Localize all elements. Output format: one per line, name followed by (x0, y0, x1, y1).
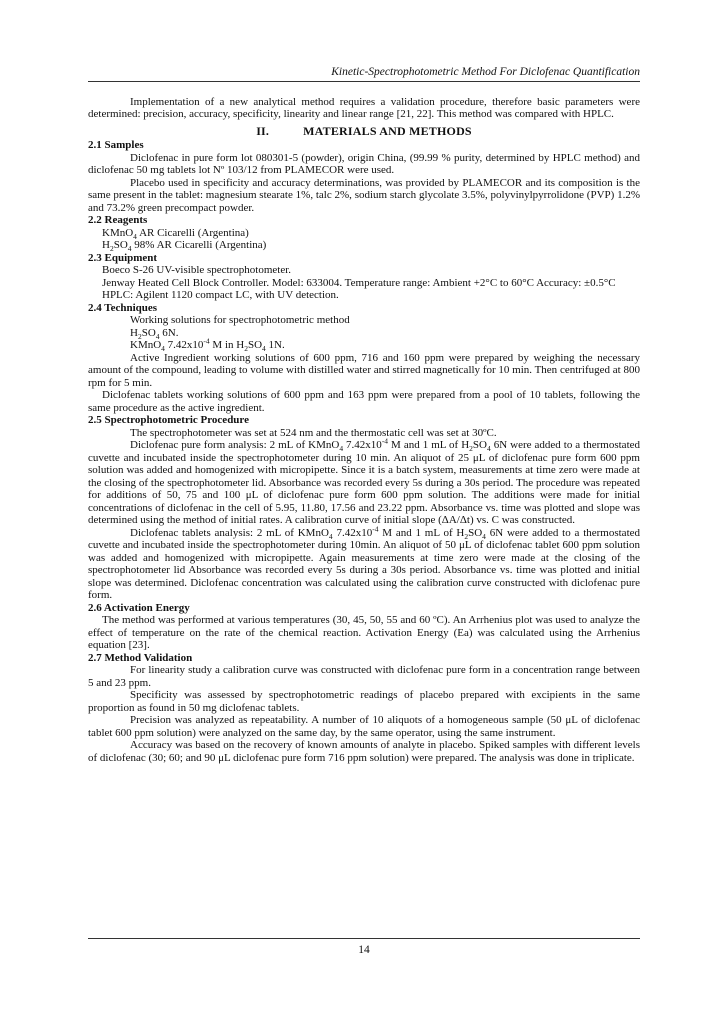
procedure-paragraph-2: Diclofenac pure form analysis: 2 mL of KMnO$_4$ $7.42x10^{-4}$ M and 1 mL of $H_2SO_4$ 6N were added to a thermostated cuvette and incubated inside the spectrophotometer during 10 min. An aliquot of 25 μL of diclofenac pure form 600 ppm solution was added and homogenized with micropipette. Since it is a batch system, measurements at time zero were made at the closing of the spectrophotometer lid. Absorbance was recorded every 5s during a 30s period. The procedure was repeated for additions of 50, 75 and 100 μL of diclofenac pure form 600 ppm solution. The additions were made for initial concentrations of diclofenac in the cell of 5.95, 11.80, 17.56 and 23.22 ppm. Absorbance vs. time was plotted and slope was determined using the method of initial rates. A calibration curve of initial slope (ΔA/Δt) vs. C was constructed. (88, 436, 641, 526)
technique-item-1: Working solutions for spectrophotometric method (130, 314, 350, 326)
activation-paragraph: The method was performed at various temperatures (30, 45, 50, 55 and 60 ºC). An Arrhenius plot was used to analyze the effect of temperature on the rate of the chemical reaction. Activation Energy (Ea) was calculated using the Arrhenius equation [23]. (88, 614, 640, 651)
validation-paragraph-3: Precision was analyzed as repeatability. A number of 10 aliquots of a homogeneous sample (50 μL of diclofenac tablet 600 ppm solution) were analyzed on the same day, by the same operator, using the same instrument. (88, 714, 640, 739)
equipment-item-1: Boeco S-26 UV-visible spectrophotometer. (102, 264, 292, 276)
reagents-heading: 2.2 Reagents (88, 214, 148, 226)
equipment-item-2: Jenway Heated Cell Block Controller. Model: 633004. Temperature range: Ambient +2°C to 60°C Accuracy: ±0.5°C (102, 276, 616, 289)
technique-item-2: $H_2SO_4$ 6N. (130, 326, 179, 341)
page-footer (88, 938, 640, 956)
techniques-heading: 2.4 Techniques (88, 301, 158, 314)
validation-heading: 2.7 Method Validation (88, 651, 193, 664)
samples-paragraph-1: Diclofenac in pure form lot 080301-5 (powder), origin China, (99.99 % purity, determined by HPLC method) and diclofenac 50 mg tablets lot Nº 103/12 from PLAMECOR were used. (88, 151, 640, 176)
samples-paragraph-2: Placebo used in specificity and accuracy determinations, was provided by PLAMECOR and its composition is the same present in the tablet: magnesium stearate 1%, talc 2%, sodium starch glycolate 3.5%, polyvinylpyrrolidone (PVP) 1.2% and 73.2% green precompact powder. (88, 176, 640, 214)
validation-paragraph-1: For linearity study a calibration curve was constructed with diclofenac pure form in a concentration range between 5 and 23 ppm. (88, 664, 640, 689)
equipment-heading: 2.3 Equipment (88, 251, 158, 264)
activation-heading: 2.6 Activation Energy (88, 601, 190, 614)
paper-page (88, 66, 640, 764)
technique-item-3: KMnO$_4$ $7.42x10^{-4}$ M in $H_2SO_4$ 1N. (130, 336, 285, 354)
intro-paragraph: Implementation of a new analytical method requires a validation procedure, therefore basic parameters were determined: precision, accuracy, specificity, linearity and linear range [21, 22]. This method was compared with HPLC. (88, 95, 640, 120)
procedure-paragraph-1: The spectrophotometer was set at 524 nm and the thermostatic cell was set at 30ºC. (130, 426, 497, 439)
procedure-paragraph-3: Diclofenac tablets analysis: 2 mL of KMnO$_4$ $7.42x10^{-4}$ M and 1 mL of $H_2SO_4$ 6N were added to a thermostated cuvette and incubated inside the spectrophotometer during 10min. An aliquot of 50 μL of diclofenac tablet 600 ppm solution was added and homogenized with micropipette. Again measurements at time zero were made at the closing of the spectrophotometer lid Absorbance was recorded every 5s during a 30s period. Absorbance vs. time was plotted and initial slope was determined. Diclofenac concentration was calculated using the calibration curve constructed with diclofenac pure form. (88, 523, 641, 601)
techniques-paragraph-1: Active Ingredient working solutions of 600 ppm, 716 and 160 ppm were prepared by weighing the necessary amount of the compound, leading to volume with distilled water and stirred magnetically for 10 min. Then centrifuged at 800 rpm for 5 min. (88, 351, 640, 389)
section-title: MATERIALS AND METHODS (303, 123, 472, 138)
validation-paragraph-4: Accuracy was based on the recovery of known amounts of analyte in placebo. Spiked samples with different levels of diclofenac (30; 60; and 90 μL diclofenac pure form 716 ppm solution) were prepared. The analysis was done in triplicate. (88, 739, 640, 764)
section-heading (88, 125, 640, 138)
reagent-kmno4: KMnO$_4$ AR Cicarelli (Argentina) (102, 226, 249, 241)
running-header: Kinetic-Spectrophotometric Method For Diclofenac Quantification (88, 66, 640, 82)
section-number: II. (256, 123, 270, 138)
page-number: 14 (358, 944, 370, 956)
validation-paragraph-2: Specificity was assessed by spectrophotometric readings of placebo prepared with excipients in the same proportion as found in 50 mg diclofenac tablets. (88, 689, 640, 714)
procedure-heading: 2.5 Spectrophotometric Procedure (88, 414, 249, 426)
samples-heading: 2.1 Samples (88, 139, 144, 151)
reagent-h2so4: $H_2SO_4$ 98% AR Cicarelli (Argentina) (102, 239, 267, 254)
techniques-paragraph-2: Diclofenac tablets working solutions of 600 ppm and 163 ppm were prepared from a pool of 10 tablets, following the same procedure as the active ingredient. (88, 389, 640, 414)
equipment-item-3: HPLC: Agilent 1120 compact LC, with UV detection. (102, 289, 339, 301)
